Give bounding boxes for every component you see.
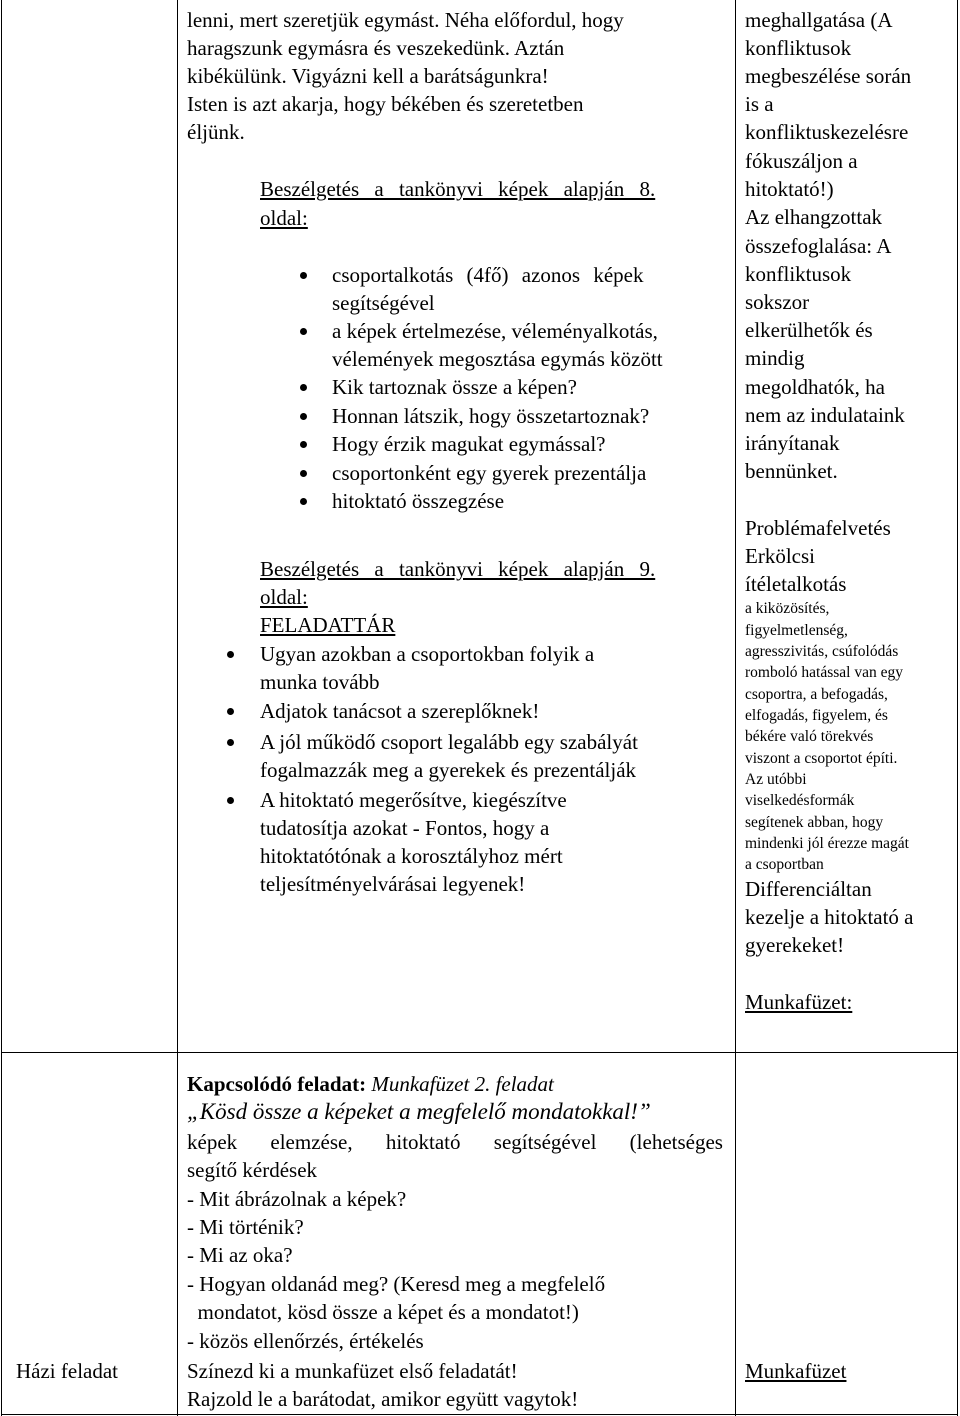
list-item: vélemények megosztása egymás között (332, 347, 663, 371)
note-line: meghallgatása (A (745, 8, 893, 32)
note-line: Az elhangzottak (745, 205, 883, 229)
bullet-icon (227, 651, 234, 658)
list-item: a képek értelmezése, véleményalkotás, (332, 319, 658, 343)
list-item: Adjatok tanácsot a szereplőknek! (260, 699, 540, 723)
word: elemzése, (270, 1130, 353, 1154)
homework-workbook-label: Munkafüzet (745, 1359, 847, 1383)
intro-line: Isten is azt akarja, hogy békében és szeretetben (187, 92, 584, 116)
list-item: tudatosítja azokat - Fontos, hogy a (260, 816, 550, 840)
list-item: hitoktatótónak a korosztályhoz mért (260, 844, 563, 868)
small-note-line: viselkedésformák (745, 792, 855, 809)
differentiation-note: gyerekeket! (745, 933, 845, 957)
bullet-icon (227, 708, 234, 715)
bullet-icon (300, 413, 307, 420)
small-note-line: békére való törekvés (745, 728, 874, 745)
differentiation-note: Differenciáltan (745, 877, 872, 901)
note-line: összefoglalása: A (745, 234, 892, 258)
small-note-line: csoportra, a befogadás, (745, 686, 888, 703)
small-note-line: elfogadás, figyelem, és (745, 707, 888, 724)
intro-line: haragszunk egymásra és veszekedünk. Aztán (187, 36, 565, 60)
related-task-quote: „Kösd össze a képeket a megfelelő mondatokkal!” (187, 1099, 651, 1124)
small-note-line: viszont a csoportot építi. (745, 750, 898, 767)
related-task-description-cont: segítő kérdések (187, 1158, 318, 1182)
word: hitoktató (385, 1130, 461, 1154)
small-note-line: figyelmetlenség, (745, 622, 848, 639)
question-item: - Mi történik? (187, 1215, 304, 1239)
note-line: is a (745, 92, 774, 116)
list-item: A hitoktató megerősítve, kiegészítve (260, 788, 567, 812)
bullet-icon (300, 470, 307, 477)
list-item: Ugyan azokban a csoportokban folyik a (260, 642, 595, 666)
bullet-icon (300, 384, 307, 391)
word: segítségével (493, 1130, 597, 1154)
bullet-icon (300, 498, 307, 505)
note-line: megbeszélése során (745, 64, 912, 88)
list-item: Hogy érzik magukat egymással? (332, 432, 606, 456)
note-line: konfliktusok (745, 262, 852, 286)
question-item: - közös ellenőrzés, értékelés (187, 1329, 424, 1353)
section-9-heading-cont: oldal: (260, 585, 308, 609)
list-item: Honnan látszik, hogy összetartoznak? (332, 404, 650, 428)
question-item: - Mit ábrázolnak a képek? (187, 1187, 407, 1211)
feladattar-heading: FELADATTÁR (260, 613, 396, 637)
note-line: hitoktató!) (745, 177, 834, 201)
list-item: segítségével (332, 291, 435, 315)
homework-line: Színezd ki a munkafüzet első feladatát! (187, 1359, 518, 1383)
column-divider-1 (177, 0, 178, 1416)
bullet-icon (300, 272, 307, 279)
note-line: mindig (745, 346, 805, 370)
note-line: irányítanak (745, 431, 840, 455)
question-item: mondatot, kösd össze a képet és a mondatot!) (187, 1300, 579, 1324)
list-item: teljesítményelvárásai legyenek! (260, 872, 526, 896)
list-item: hitoktató összegzése (332, 489, 505, 513)
homework-label: Házi feladat (16, 1359, 119, 1383)
note-line: megoldhatók, ha (745, 375, 885, 399)
table-border-bottom (1, 1414, 958, 1415)
bullet-icon (227, 797, 234, 804)
small-note-line: Az utóbbi (745, 771, 807, 788)
note-line: nem az indulataink (745, 403, 905, 427)
related-task-description (187, 1128, 723, 1157)
small-note-line: segítenek abban, hogy (745, 814, 884, 831)
bullet-icon (300, 328, 307, 335)
related-task-label: Kapcsolódó feladat: (187, 1072, 367, 1096)
word: (lehetséges (629, 1130, 723, 1154)
bullet-icon (300, 441, 307, 448)
list-item: Kik tartoznak össze a képen? (332, 375, 577, 399)
small-note-line: a csoportban (745, 856, 824, 873)
list-item: A jól működő csoport legalább egy szabályát (260, 730, 638, 754)
table-border-left (1, 0, 2, 1416)
column-divider-2 (735, 0, 736, 1416)
small-note-line: mindenki jól érezze magát (745, 835, 909, 852)
workbook-label: Munkafüzet: (745, 990, 853, 1014)
section-9-heading: Beszélgetés a tankönyvi képek alapján 9. (260, 557, 656, 581)
intro-line: kibékülünk. Vigyázni kell a barátságunkra! (187, 64, 549, 88)
small-note-line: a kiközösítés, (745, 600, 830, 617)
note-line: fókuszáljon a (745, 149, 858, 173)
list-item: csoportalkotás (4fő) azonos képek (332, 263, 644, 287)
section-8-heading-cont: oldal: (260, 206, 308, 230)
question-item: - Mi az oka? (187, 1243, 293, 1267)
note-line: konfliktusok (745, 36, 852, 60)
bullet-icon (227, 739, 234, 746)
differentiation-note: kezelje a hitoktató a (745, 905, 914, 929)
small-note-line: agresszivitás, csúfolódás (745, 643, 899, 660)
word: képek (187, 1130, 238, 1154)
note-line: elkerülhetők és (745, 318, 873, 342)
small-note-line: romboló hatással van egy (745, 664, 903, 681)
erkolcsi-label: Erkölcsi (745, 544, 815, 568)
question-item: - Hogyan oldanád meg? (Keresd meg a megfelelő (187, 1272, 606, 1296)
problem-label: Problémafelvetés (745, 516, 891, 540)
list-item: fogalmazzák meg a gyerekek és prezentálják (260, 758, 637, 782)
related-task-ref: Munkafüzet 2. feladat (371, 1072, 554, 1096)
section-8-heading: Beszélgetés a tankönyvi képek alapján 8. (260, 177, 656, 201)
table-border-right (957, 0, 958, 1416)
note-line: sokszor (745, 290, 810, 314)
list-item: csoportonként egy gyerek prezentálja (332, 461, 647, 485)
row-divider (1, 1052, 958, 1053)
intro-line: lenni, mert szeretjük egymást. Néha előfordul, hogy (187, 8, 624, 32)
list-item: munka tovább (260, 670, 380, 694)
iteletalkotas-label: ítéletalkotás (745, 572, 847, 596)
homework-line: Rajzold le a barátodat, amikor együtt vagytok! (187, 1387, 579, 1411)
note-line: konfliktuskezelésre (745, 120, 909, 144)
note-line: bennünket. (745, 459, 838, 483)
related-task-heading (187, 1070, 554, 1099)
intro-line: éljünk. (187, 120, 245, 144)
